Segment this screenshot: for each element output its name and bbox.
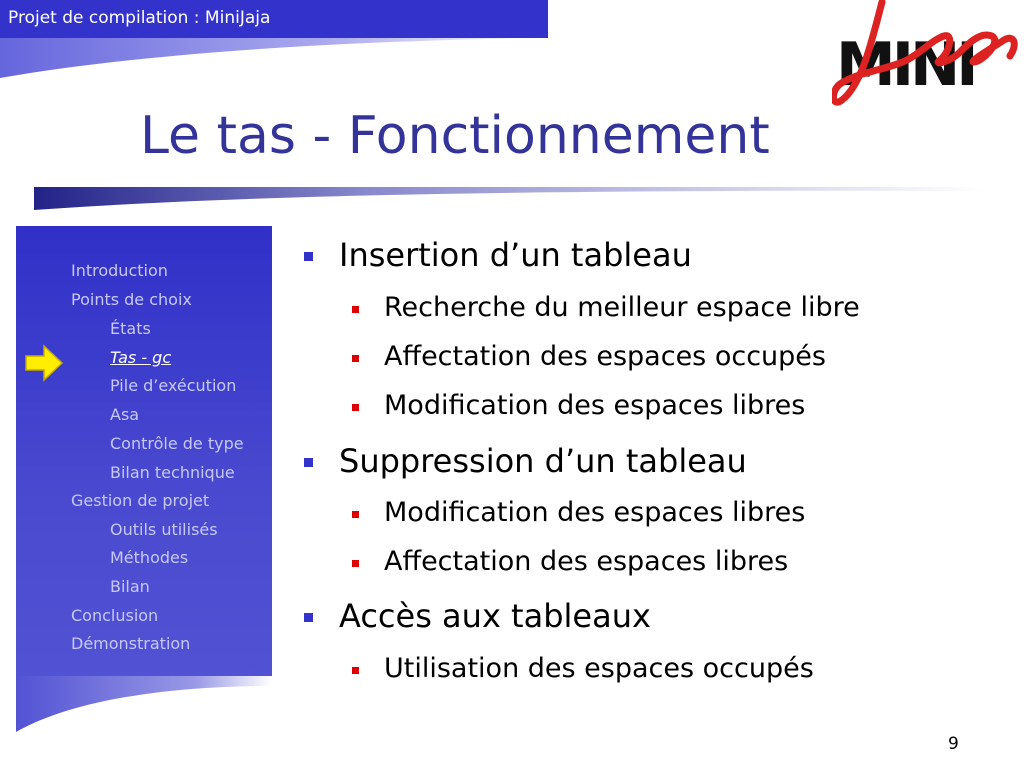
sub-bullet-marker xyxy=(352,560,359,567)
outline-item-demonstration[interactable]: Démonstration xyxy=(71,634,191,653)
outline-item-points-de-choix[interactable]: Points de choix xyxy=(71,290,192,309)
outline-panel xyxy=(16,226,272,686)
sub-bullet-marker xyxy=(352,355,359,362)
bullet-marker xyxy=(304,252,313,261)
header-title: Projet de compilation : MiniJaja xyxy=(8,8,271,28)
outline-item-outils-utilises[interactable]: Outils utilisés xyxy=(110,520,218,539)
bullet-text: Accès aux tableaux xyxy=(339,597,651,635)
sub-bullet-text: Utilisation des espaces occupés xyxy=(384,653,814,684)
title-underline xyxy=(34,184,994,216)
outline-item-bilan-technique[interactable]: Bilan technique xyxy=(110,463,235,482)
sub-bullet-text: Affectation des espaces libres xyxy=(384,546,789,577)
outline-item-conclusion[interactable]: Conclusion xyxy=(71,606,159,625)
sub-bullet-text: Modification des espaces libres xyxy=(384,497,806,528)
bullet-marker xyxy=(304,458,313,467)
outline-item-asa[interactable]: Asa xyxy=(110,405,140,424)
sub-bullet-marker xyxy=(352,306,359,313)
logo-word: MINI xyxy=(836,30,975,100)
sub-bullet-text: Recherche du meilleur espace libre xyxy=(384,292,860,323)
outline-item-introduction[interactable]: Introduction xyxy=(71,261,168,280)
sub-bullet-marker xyxy=(352,667,359,674)
bullet-marker xyxy=(304,613,313,622)
sub-bullet-text: Modification des espaces libres xyxy=(384,390,806,421)
bullet-text: Suppression d’un tableau xyxy=(339,442,747,480)
outline-item-gestion-de-projet[interactable]: Gestion de projet xyxy=(71,491,210,510)
outline-item-pile-execution[interactable]: Pile d’exécution xyxy=(110,376,237,395)
header-swoosh xyxy=(0,30,560,80)
outline-item-tas-gc[interactable]: Tas - gc xyxy=(110,348,172,367)
outline-item-controle-de-type[interactable]: Contrôle de type xyxy=(110,434,244,453)
outline-item-bilan[interactable]: Bilan xyxy=(110,577,150,596)
sub-bullet-marker xyxy=(352,404,359,411)
sub-bullet-marker xyxy=(352,511,359,518)
outline-item-etats[interactable]: États xyxy=(110,319,151,338)
logo-script-icon xyxy=(832,0,1022,120)
slide-title: Le tas - Fonctionnement xyxy=(140,106,770,166)
outline-swoosh xyxy=(16,676,276,736)
bullet-text: Insertion d’un tableau xyxy=(339,236,692,274)
page-number: 9 xyxy=(948,734,959,754)
sub-bullet-text: Affectation des espaces occupés xyxy=(384,341,826,372)
outline-item-methodes[interactable]: Méthodes xyxy=(110,548,189,567)
current-section-arrow-icon xyxy=(24,344,64,382)
